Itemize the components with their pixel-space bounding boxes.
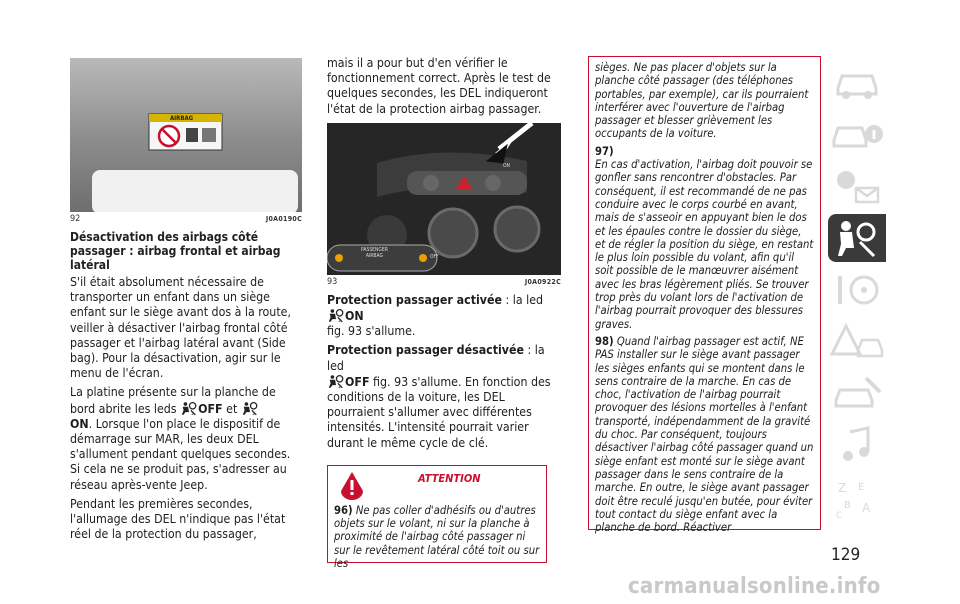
chapter-tabs <box>828 58 892 526</box>
tab-warning[interactable] <box>828 318 886 366</box>
svg-text:Z: Z <box>838 481 847 495</box>
tab-index[interactable] <box>828 474 886 522</box>
svg-text:C: C <box>836 511 843 521</box>
lights-mail-icon <box>828 162 886 210</box>
panel-label: PASSENGER AIRBAG <box>361 246 388 259</box>
figure-number: 93 <box>327 276 338 287</box>
led-off-label: OFF <box>430 253 439 260</box>
airbag-on-icon <box>241 401 259 416</box>
tab-airbag-active[interactable] <box>828 214 886 262</box>
media-music-icon <box>828 422 886 470</box>
tools-steering-icon <box>828 266 886 314</box>
paragraph-leds: La platine présente sur la planche de bord abrite les leds OFF et ON. Lorsque l'on place le dispositif de démarrage sur MAR, les deux DEL s'allument pendant quelques secondes. Si cela ne se produit pas, s'adresser au réseau après-vente Jeep. <box>70 385 291 492</box>
figure-code: J0A0190C <box>265 215 302 223</box>
paragraph-deactivated: Protection passager désactivée : la led OFF fig. 93 s'allume. En fonction des conditions de la voiture, les DEL pourraient s'allumer avec différentes intensités. L'intensité pourrait varier durant le même cycle de clé. <box>327 343 551 450</box>
tab-tools[interactable] <box>828 266 886 314</box>
warning-96: 96) Ne pas coller d'adhésifs ou d'autres objets sur le volant, ni sur la planche à proximité de l'airbag côté passager ni sur le revêtement latéral côté toit ou sur les <box>334 503 540 571</box>
attention-title: ATTENTION <box>418 471 481 485</box>
figure-number: 92 <box>70 214 81 224</box>
tab-maintenance[interactable] <box>828 370 886 418</box>
airbag-off-icon <box>327 374 345 389</box>
svg-text:A: A <box>862 501 871 515</box>
attention-box <box>327 465 547 571</box>
car-icon <box>828 58 886 106</box>
column-1 <box>70 0 302 546</box>
warning-98: 98) Quand l'airbag passager est actif, NE PAS installer sur le siège avant passager les sièges enfants qui se montent dans le sens contraire de la marche. En cas de choc, l'activation de l'airbag pourrait provoquer des lésions mortelles à l'enfant transporté, indépendamment de la gravité du choc. Par conséquent, toujours désactiver l'airbag côté passager quand un siège enfant est monté sur le siège avant passager dans le sens contraire de la marche. En outre, le siège avant passager doit être reculé jusqu'en butée, pour éviter tout contact du siège enfant avec la planche de bord. Réactiver <box>595 334 814 535</box>
svg-text:E: E <box>858 482 865 493</box>
column-3-warning-continued <box>588 56 821 535</box>
figure-92-caption <box>70 214 302 224</box>
paragraph-test: mais il a pour but d'en vérifier le fonctionnement correct. Après le test de quelques secondes, les DEL indiqueront l'état de la protection airbag passager. <box>327 56 551 116</box>
column-2 <box>327 0 561 571</box>
section-heading: Désactivation des airbags côté passager : airbag frontal et airbag latéral <box>70 230 281 272</box>
paragraph-first-seconds: Pendant les premières secondes, l'allumage des DEL n'indique pas l'état réel de la protection du passager, <box>70 496 286 542</box>
figure-93-caption <box>327 277 561 287</box>
airbag-off-icon <box>180 401 198 416</box>
airbag-label: AIRBAG <box>170 115 194 122</box>
svg-text:B: B <box>844 500 851 511</box>
warning-drop-icon <box>340 472 364 500</box>
attention-header <box>334 470 540 504</box>
tab-car-info[interactable] <box>828 110 886 158</box>
wrench-car-icon <box>828 370 886 418</box>
warning-triangle-car-icon <box>828 318 886 366</box>
figure-code: J0A0922C <box>524 277 561 286</box>
warning-97: 97) En cas d'activation, l'airbag doit pouvoir se gonfler sans rencontrer d'obstacles. Par conséquent, il est recommandé de ne pas conduire avec le corps courbé en avant, mais de s'asseoir en appuyant bien le dos et les épaules contre le dossier du siège, et de régler la position du siège, en restant le plus loin possible du volant, afin qu'il soit possible de le manœuvrer aisément avec les bras légèrement pliés. Se trouver trop près du volant lors de l'activation de l'airbag pourrait provoquer des blessures graves. <box>595 144 814 331</box>
car-info-icon <box>828 110 886 158</box>
airbag-on-icon <box>327 308 345 323</box>
airbag-seatbelt-icon <box>828 214 886 262</box>
warning-96-continued: sièges. Ne pas placer d'objets sur la planche côté passager (des téléphones portables, par exemple), car ils pourraient interférer avec l'ouverture de l'airbag passager et blesser grièvement les occupants de la voiture. <box>595 61 809 141</box>
watermark: carmanualsonline.info <box>628 574 881 599</box>
index-alphabet-icon <box>828 474 886 522</box>
tab-media[interactable] <box>828 422 886 470</box>
figure-93-dashboard <box>327 123 561 275</box>
tab-car[interactable] <box>828 58 886 106</box>
led-on-label: ON <box>503 162 510 169</box>
sun-visor-image <box>70 58 302 212</box>
paragraph-intro: S'il était absolument nécessaire de transporter un enfant dans un siège enfant sur le siège avant dos à la route, veiller à désactiver l'airbag frontal côté passager et l'airbag latéral avant (Side bag). Pour la désactivation, agir sur le menu de l'écran. <box>70 275 291 381</box>
tab-lights[interactable] <box>828 162 886 210</box>
paragraph-activated: Protection passager activée : la led ON fig. 93 s'allume. <box>327 292 544 339</box>
page-number: 129 <box>831 545 861 565</box>
figure-92-sun-visor <box>70 58 302 212</box>
